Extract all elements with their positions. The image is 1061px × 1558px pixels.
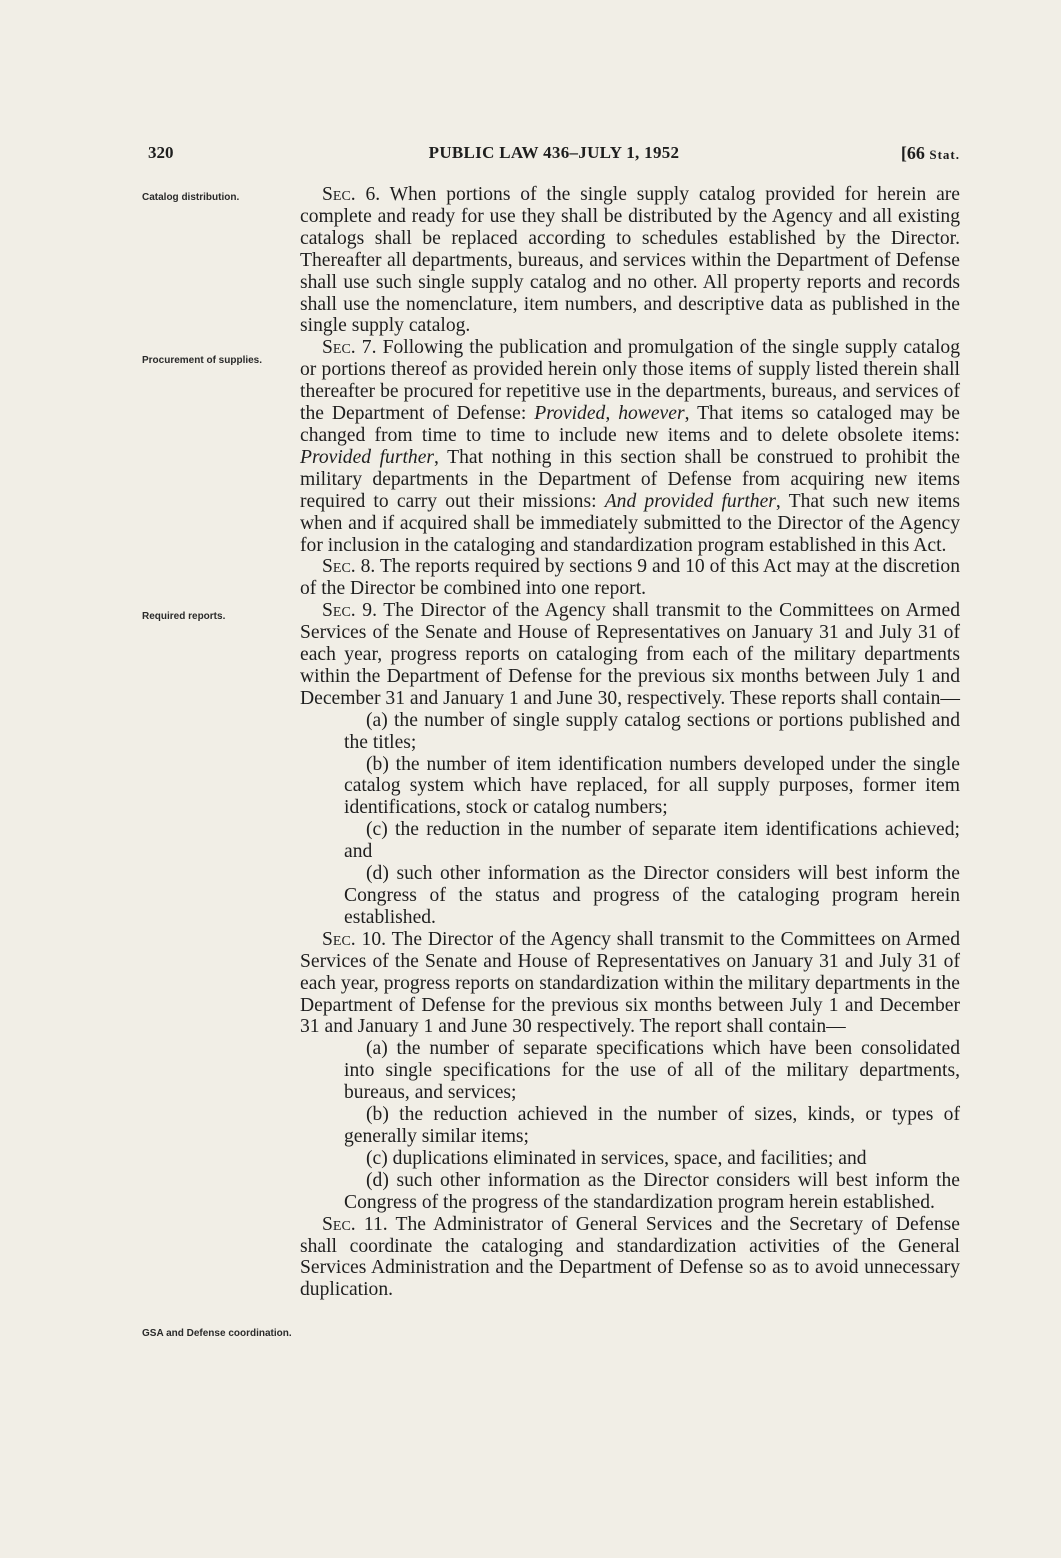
page-title: PUBLIC LAW 436–JULY 1, 1952	[428, 143, 680, 162]
section-text: 9. The Director of the Agency shall transmit to the Committees on Armed Services of the Senate and House of Representatives on January 31 and July 31 of each year, progress reports on cataloging from each of the military departments within the Department of Defense for the previous six months between July 1 and December 31 and January 1 and June 30, respectively. These reports shall contain—	[300, 600, 960, 709]
list-item: (a) the number of single supply catalog sections or portions published and the titles;	[344, 709, 960, 753]
proviso: And provided further	[604, 490, 776, 512]
margin-note-required-reports: Required reports.	[142, 611, 226, 622]
section-7	[300, 337, 960, 556]
statute-label: Stat.	[929, 147, 960, 162]
margin-note-catalog-distribution: Catalog distribution.	[142, 192, 240, 203]
sec-label: Sec.	[322, 600, 356, 622]
list-item: (b) the reduction achieved in the number of sizes, kinds, or types of generally similar items;	[344, 1104, 960, 1147]
section-text: 11. The Administrator of General Services and the Secretary of Defense shall coordinate the cataloging and standardization activities of the General Services Administration and the Department of Defense so as to avoid unnecessary duplication.	[300, 1213, 960, 1301]
list-item: (d) such other information as the Director considers will best inform the Congress of the progress of the standardization program herein established.	[344, 1169, 960, 1213]
section-text: , That items so cataloged may be changed from time to time to include new items and to delete obsolete items:	[300, 403, 960, 446]
sec-label: Sec.	[322, 928, 356, 950]
list-item: (c) the reduction in the number of separate item identifications achieved; and	[344, 819, 960, 863]
sec-label: Sec.	[322, 556, 356, 578]
list-item: (d) such other information as the Director considers will best inform the Congress of the status and progress of the cataloging program herein established.	[344, 863, 960, 928]
section-text: , That such new items when and if acquired shall be immediately submitted to the Director of the Agency for inclusion in the cataloging and standardization program established in this Act.	[300, 490, 961, 556]
section-text: , That nothing in this section shall be construed to prohibit the military departments in the Department of Defense from acquiring new items required to carry out their missions:	[300, 446, 961, 512]
running-head	[148, 143, 960, 169]
section-8	[300, 556, 960, 600]
sec-label: Sec.	[322, 337, 356, 359]
list-item: (c) duplications eliminated in services, space, and facilities; and	[366, 1147, 867, 1169]
section-text: 10. The Director of the Agency shall transmit to the Committees on Armed Services of the Senate and House of Representatives on January 31 and July 31 of each year, progress reports on standardization within the military departments in the Department of Defense for the previous six months between July 1 and December 31 and January 1 and June 30 respectively. The report shall contain—	[300, 928, 960, 1038]
proviso: Provided further	[300, 446, 435, 468]
section-6	[300, 184, 960, 337]
section-text: 6. When portions of the single supply catalog provided for herein are complete and ready for use they shall be distributed by the Agency and all existing catalogs shall be replaced according to schedules established by the Director. Thereafter all departments, bureaus, and services within the Department of Defense shall use such single supply catalog and no other. All property reports and records shall use the nomenclature, item numbers, and descriptive data as published in the single supply catalog.	[300, 184, 960, 337]
sec-label: Sec.	[322, 184, 356, 205]
sec-label: Sec.	[322, 1213, 356, 1235]
section-text: 8. The reports required by sections 9 and 10 of this Act may at the discretion of the Director be combined into one report.	[300, 556, 960, 600]
body-text	[300, 184, 960, 1301]
section-9	[300, 600, 960, 710]
proviso: Provided, however	[534, 403, 685, 425]
margin-note-gsa-defense: GSA and Defense coordination.	[142, 1328, 292, 1339]
list-item: (a) the number of separate specifications which have been consolidated into single specifications for the use of all of the military departments, bureaus, and services;	[344, 1038, 960, 1104]
margin-note-procurement: Procurement of supplies.	[142, 355, 263, 366]
section-11	[300, 1214, 960, 1302]
statute-volume: [66	[900, 143, 930, 163]
statute-citation	[901, 143, 960, 164]
bleed-through-mark	[150, 532, 270, 542]
page-number: 320	[148, 143, 174, 162]
section-10	[300, 929, 960, 1039]
list-item: (b) the number of item identification numbers developed under the single catalog system which have replaced, for all supply purposes, former item identifications, stock or catalog numbers;	[344, 753, 960, 819]
section-text: 7. Following the publication and promulgation of the single supply catalog or portions thereof as provided herein only those items of supply listed therein shall thereafter be procured for repetitive use in the departments, bureaus, and services of the Department of Defense:	[300, 337, 960, 425]
